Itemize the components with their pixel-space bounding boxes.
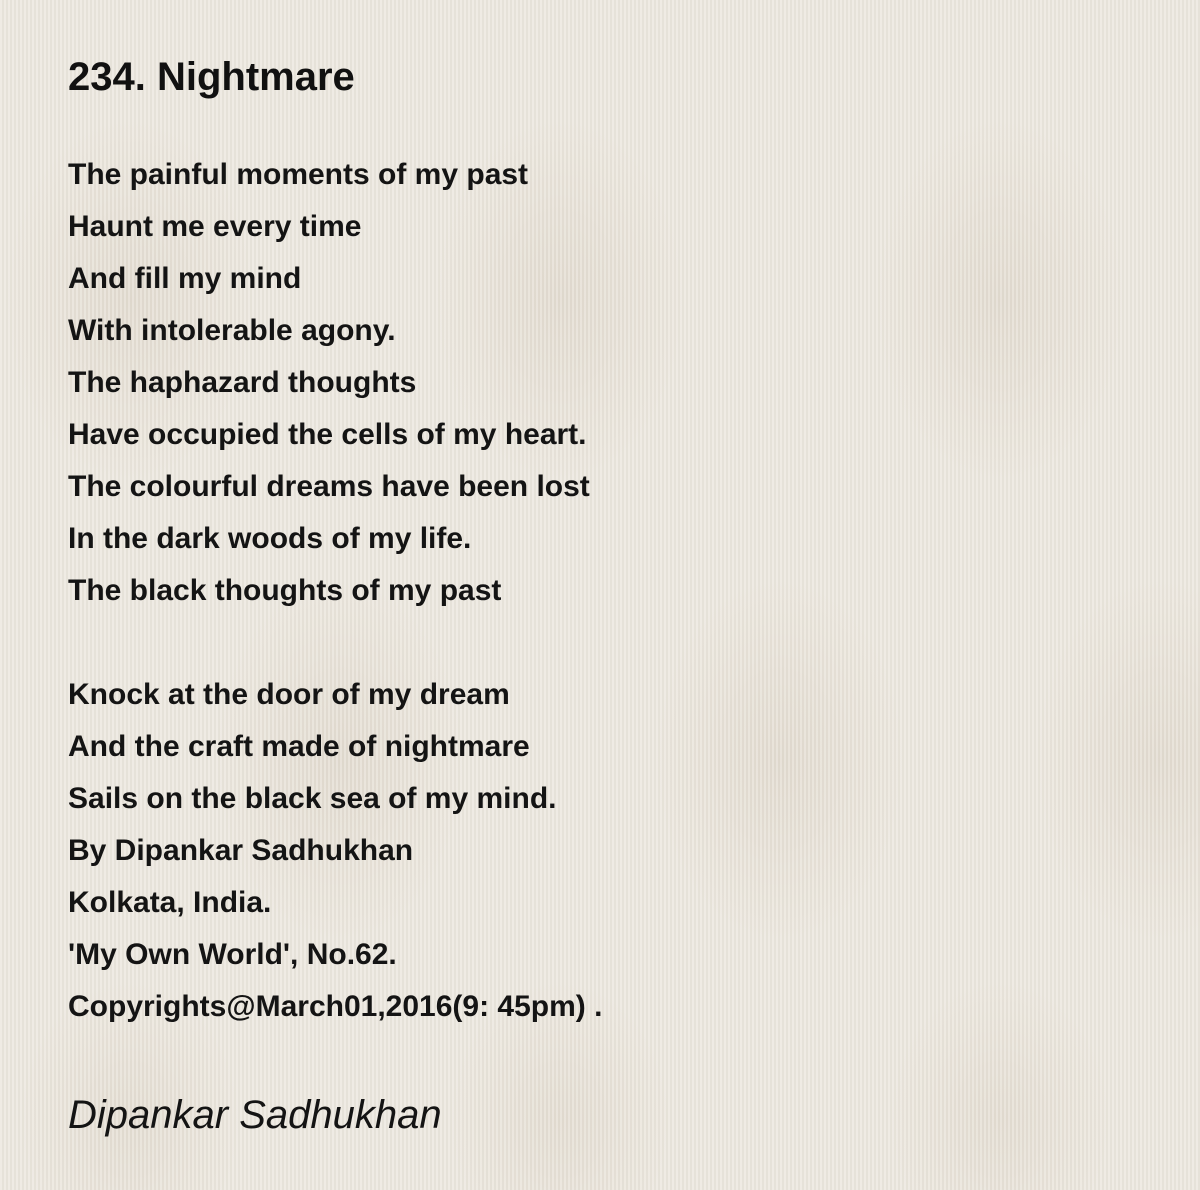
poem-body (68, 149, 602, 1033)
poem-line: The black thoughts of my past (68, 574, 502, 607)
poem-line: The haphazard thoughts (68, 366, 417, 399)
poem-line: Sails on the black sea of my mind. (68, 782, 557, 815)
poem-line: 'My Own World', No.62. (68, 938, 397, 971)
poem-line: In the dark woods of my life. (68, 522, 472, 555)
poem-title: 234. Nightmare (68, 55, 355, 99)
poem-line: Haunt me every time (68, 210, 362, 243)
poem-line: With intolerable agony. (68, 314, 396, 347)
poem-line: Copyrights@March01,2016(9: 45pm) . (68, 990, 603, 1023)
poem-line: Have occupied the cells of my heart. (68, 418, 587, 451)
stanza-break (68, 617, 602, 669)
poem-line: Kolkata, India. (68, 886, 272, 919)
poem-line: Knock at the door of my dream (68, 678, 510, 711)
author-signature: Dipankar Sadhukhan (68, 1093, 442, 1137)
poem-line: The painful moments of my past (68, 158, 529, 191)
poem-line: The colourful dreams have been lost (68, 470, 590, 503)
poem-line: By Dipankar Sadhukhan (68, 834, 414, 867)
poem-line: And the craft made of nightmare (68, 730, 530, 763)
poem-line: And fill my mind (68, 262, 302, 295)
